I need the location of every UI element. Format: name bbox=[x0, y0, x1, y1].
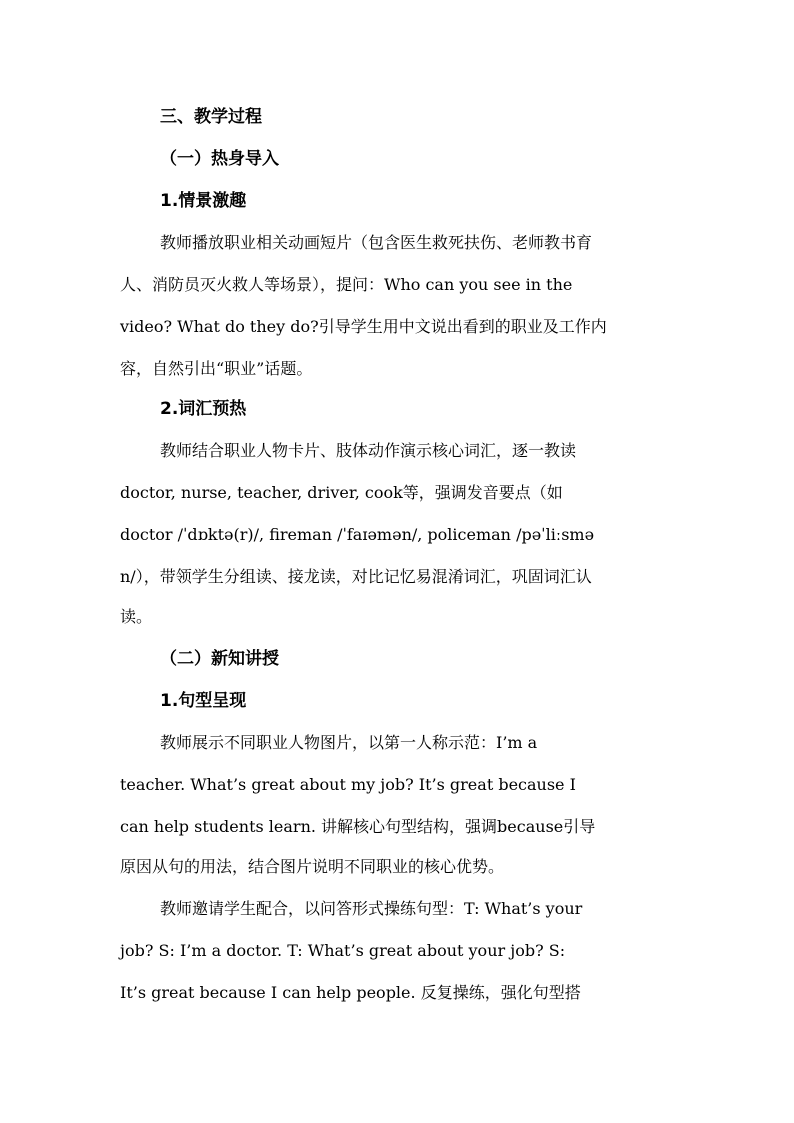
paragraph-line: 教师播放职业相关动画短片（包含医生救死扶伤、老师教书育 bbox=[160, 233, 593, 252]
part-1-title: （一）热身导入 bbox=[160, 149, 279, 169]
paragraph-line: job? S: I’m a doctor. T: What’s great about your job? S: bbox=[120, 941, 566, 960]
paragraph-line: 教师展示不同职业人物图片，以第一人称示范：I’m a bbox=[160, 733, 538, 752]
paragraph-line: doctor /ˈdɒktə(r)/, fireman /ˈfaɪəmən/, policeman /pəˈliːsmə bbox=[120, 525, 595, 544]
section-title: 三、教学过程 bbox=[160, 107, 262, 127]
paragraph-line: 容，自然引出“职业”话题。 bbox=[120, 359, 313, 378]
paragraph-line: teacher. What’s great about my job? It’s great because I bbox=[120, 775, 576, 794]
part-2-sub-1-title: 1.句型呈现 bbox=[160, 691, 247, 711]
paragraph-line: doctor, nurse, teacher, driver, cook等，强调发音要点（如 bbox=[120, 483, 563, 502]
paragraph-line: It’s great because I can help people. 反复操练，强化句型搭 bbox=[120, 983, 581, 1002]
part-1-sub-1-title: 1.情景激趣 bbox=[160, 191, 247, 211]
part-2-title: （二）新知讲授 bbox=[160, 649, 279, 669]
paragraph-line: 读。 bbox=[120, 607, 153, 626]
paragraph-line: 人、消防员灭火救人等场景），提问：Who can you see in the bbox=[120, 275, 573, 294]
paragraph-line: video? What do they do?引导学生用中文说出看到的职业及工作内 bbox=[120, 317, 607, 336]
part-1-sub-2-title: 2.词汇预热 bbox=[160, 399, 247, 419]
paragraph-line: n/），带领学生分组读、接龙读，对比记忆易混淆词汇，巩固词汇认 bbox=[120, 567, 592, 586]
paragraph-line: 教师邀请学生配合，以问答形式操练句型：T: What’s your bbox=[160, 899, 583, 918]
paragraph-line: 原因从句的用法，结合图片说明不同职业的核心优势。 bbox=[120, 857, 505, 876]
paragraph-line: can help students learn. 讲解核心句型结构，强调because引导 bbox=[120, 817, 596, 836]
paragraph-line: 教师结合职业人物卡片、肢体动作演示核心词汇，逐一教读 bbox=[160, 441, 577, 460]
